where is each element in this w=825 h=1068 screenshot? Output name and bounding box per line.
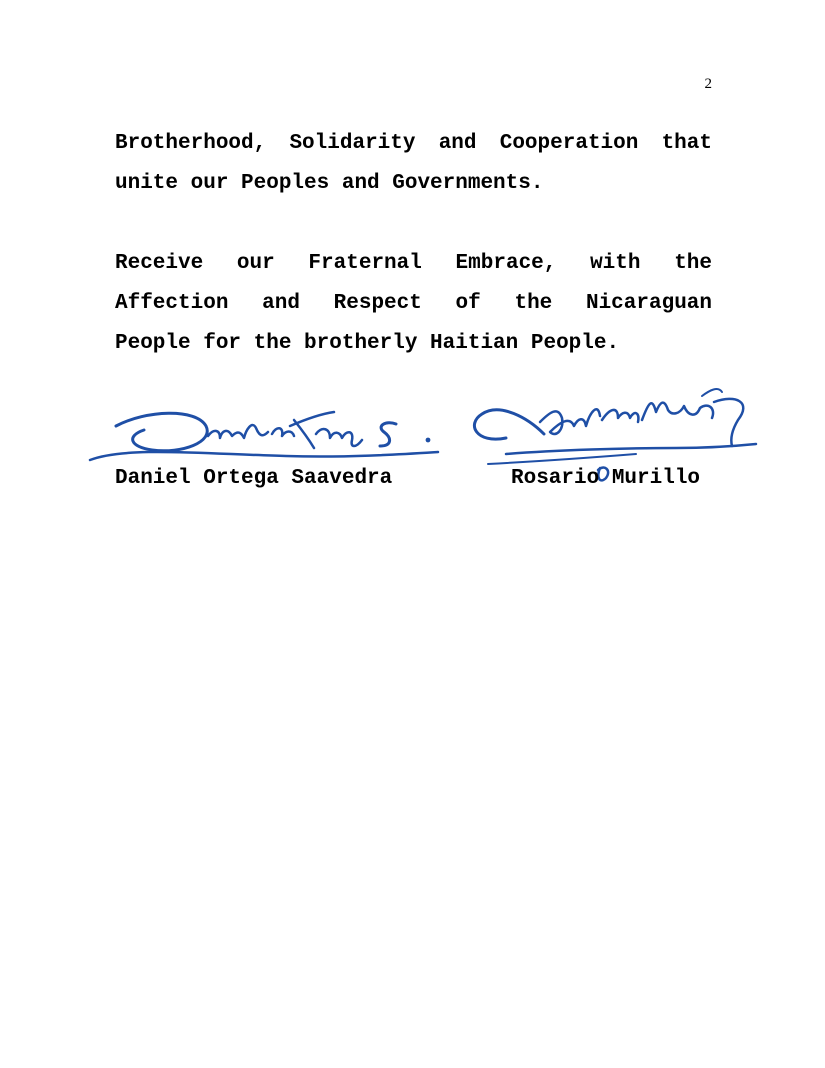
paragraph-line: Receive our Fraternal Embrace, with the [115,252,712,275]
closing-paragraph [115,124,712,204]
paragraph-line: People for the brotherly Haitian People. [115,332,620,355]
ortega-signature [86,396,446,470]
paragraph-line: Affection and Respect of the Nicaraguan [115,292,712,315]
paragraph-line: Brotherhood, Solidarity and Cooperation that [115,132,712,155]
signer-name: Rosario Murillo [511,467,701,490]
signer-name: Daniel Ortega Saavedra [115,467,393,490]
farewell-paragraph [115,244,712,364]
paragraph-line: unite our Peoples and Governments. [115,172,544,195]
page-number: 2 [704,76,712,92]
